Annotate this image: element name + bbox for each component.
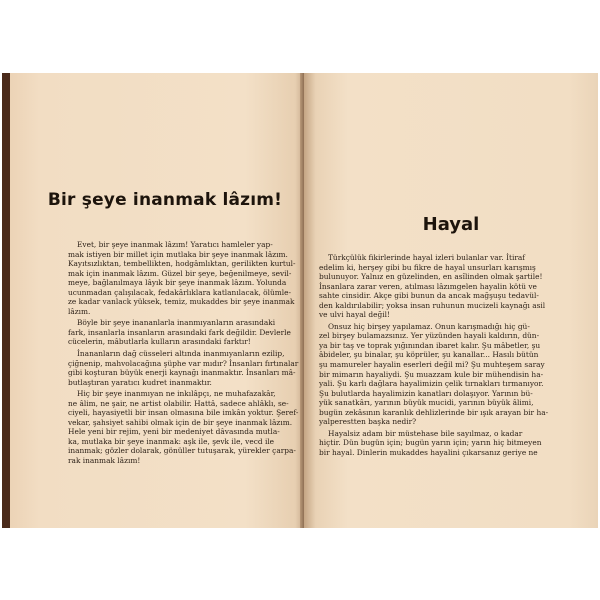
left-page-title: Bir şeye inanmak lâzım! — [47, 190, 283, 210]
text-line: İnananların dağ cüsseleri altında inanmıyanların ezilip, — [77, 349, 285, 359]
text-line: den kaldırılabilir; yoksa insan ruhunun mucizeli kaynağı asil — [319, 300, 546, 310]
text-line: lâzım. — [68, 306, 91, 316]
right-page — [304, 73, 598, 528]
text-line: bulunuyor. Yalnız en güzelinden, en asîlinden olmak şartile! — [319, 272, 543, 282]
text-line: zel birşey bulamazsınız. Yer yüzünden hayali kaldırın, dün- — [319, 331, 540, 341]
open-book — [2, 73, 598, 528]
text-line: ciyeli, hayasiyetli bir insan olmasına bile imkân yoktur. Şeref- — [68, 408, 299, 418]
text-line: yük sanatkârı, yarının büyük mucidi, yarının büyük âlimi, — [319, 398, 534, 408]
text-line: yali. Şu karlı dağlara hayalimizin çelik tırnakları tırmanıyor. — [319, 379, 544, 389]
text-line: Kayıtsızlıktan, tembellikten, hodgâmlıktan, gerilikten kurtul- — [68, 259, 296, 269]
text-line: ze kadar vanlack yüksek, temiz, mukaddes bir şeye inanmak — [68, 297, 295, 307]
text-line: inanmak; gözler dolarak, gönüller tutuşarak, yürekler çarpa- — [68, 446, 296, 456]
text-line: butlaştıran yaratıcı kudret inanmaktır. — [68, 377, 212, 387]
text-line: edelim ki, herşey gibi bu fikre de hayal unsurları karışmış — [319, 262, 536, 272]
text-line: mak için inanmak lâzım. Güzel bir şeye, beğenilmeye, sevil- — [68, 268, 292, 278]
text-line: ya bir taş ve toprak yığınından ibaret kalır. Şu mâbetler, şu — [319, 340, 541, 350]
left-page-body — [68, 240, 298, 466]
text-line: Şu bulutlarda hayalimizin kanatları dolaşıyor. Yarının bü- — [319, 388, 533, 398]
text-line: şu mamureler hayalin eserleri değil mi? Şu muhteşem saray — [319, 360, 545, 370]
text-line: rak inanmak lâzım! — [68, 456, 141, 466]
text-line: cücelerin, mâbutlarla kulların arasındaki farktır! — [68, 337, 251, 347]
text-line: Onsuz hiç birşey yapılamaz. Onun karışmadığı hiç gü- — [328, 321, 530, 331]
text-line: ne âlim, ne şair, ne artist olabilir. Hattâ, sadece ahlâklı, se- — [68, 398, 289, 408]
text-line: İnsanlara zarar veren, atılması lâzımgelen hayalin kötü ve — [319, 281, 537, 291]
right-page-title: Hayal — [422, 214, 480, 235]
text-line: ka, mutlaka bir şeye inanmak: aşk ile, şevk ile, vecd ile — [68, 436, 275, 446]
text-line: fark, insanlarla insanların arasındaki fark değildir. Devlerle — [68, 327, 291, 337]
text-line: gibi koşturan büyük enerji kaynağı inanmaktır. İnsanları mâ- — [68, 368, 296, 378]
text-line: Türkçülük fikirlerinde hayal izleri bulanlar var. İtiraf — [328, 253, 526, 262]
text-line: Hele yeni bir rejim, yeni bir medeniyet dâvasında mutla- — [68, 427, 280, 437]
text-line: bir hayal. Dinlerin mukaddes hayalini çıkarsanız geriye ne — [319, 447, 538, 457]
text-line: vekar, şahsiyet sahibi olmak için de bir şeye inanmak lâzım. — [68, 417, 293, 427]
text-line: sahte cinsidir. Akçe gibi bunun da ancak mağşuşu tedavül- — [319, 291, 539, 301]
text-line: yalperestten başka nedir? — [319, 417, 417, 427]
text-line: meye, bağlanılmaya lâyık bir şeye inanmak lâzım. Yolunda — [68, 278, 287, 288]
text-line: âbideler, şu binalar, şu köprüler, şu kanallar... Hasılı bütün — [319, 350, 539, 360]
text-line: ve ulvi hayal değil! — [319, 310, 390, 320]
text-line: mak istiyen bir millet için mutlaka bir şeye inanmak lâzım. — [68, 249, 288, 259]
text-line: Hayalsiz adam bir müstehase bile sayılmaz, o kadar — [328, 428, 523, 438]
text-line: hiçtir. Dün bugün için; bugün yarın için; yarın hiç bitmeyen — [319, 438, 542, 448]
text-line: Hiç bir şeye inanmıyan ne inkılâpçı, ne muhafazakâr, — [77, 389, 276, 399]
right-page-body — [319, 253, 589, 457]
text-line: ucunmadan çalışılacak, fedakârlıklara katlanılacak, ölümle- — [68, 287, 291, 297]
left-page — [10, 73, 304, 528]
text-line: bir mimarın hayaliydi. Şu muazzam kule bir mühendisin ha- — [319, 369, 544, 379]
text-line: Evet, bir şeye inanmak lâzım! Yaratıcı hamleler yap- — [77, 240, 273, 249]
text-line: çiğnenip, mahvolacağına şüphe var mıdır? İnsanları fırtınalar — [68, 358, 299, 368]
text-line: Böyle bir şeye inananlarla inanmıyanların arasındaki — [77, 318, 276, 328]
text-line: bugün zekâsının karanlık dehlizlerinde bir ışık arayan bir ha- — [319, 407, 549, 417]
